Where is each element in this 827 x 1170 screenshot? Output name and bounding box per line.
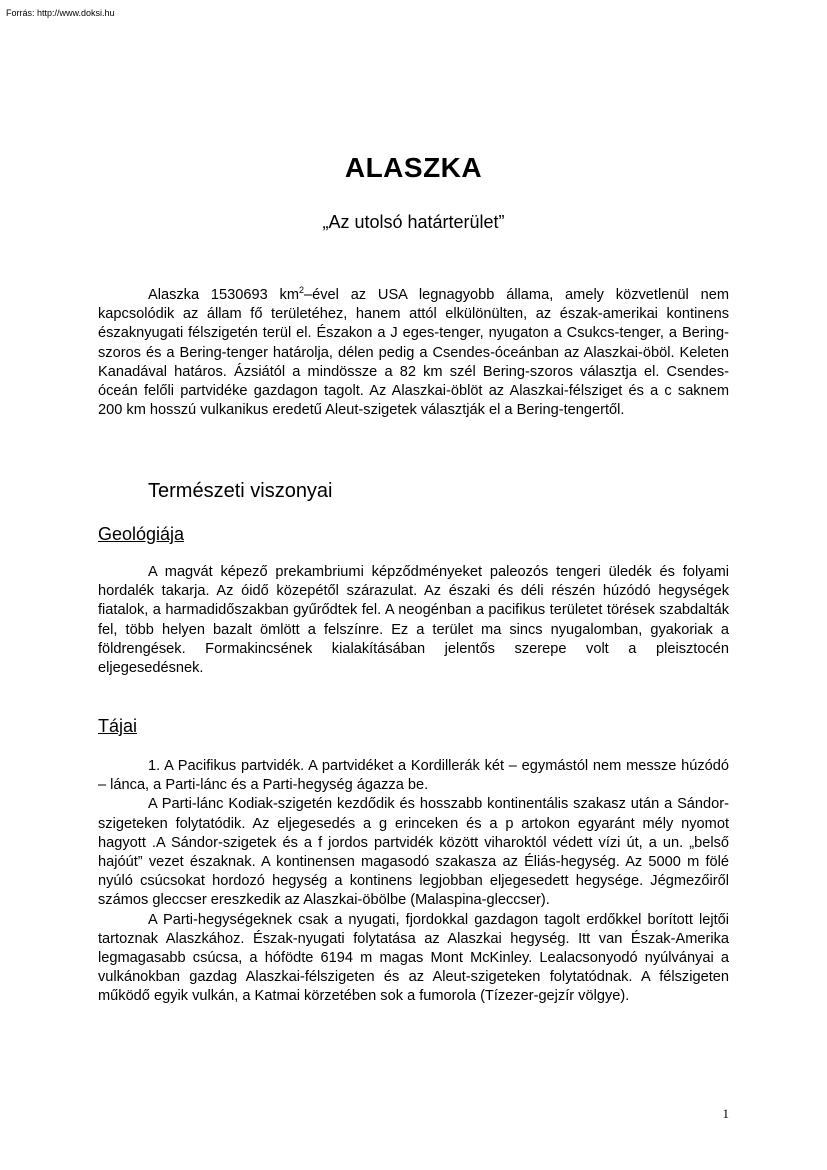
intro-superscript: 2 bbox=[298, 285, 304, 296]
landscapes-heading: Tájai bbox=[98, 716, 138, 736]
landscapes-paragraph: 1. A Pacifikus partvidék. A partvidéket a Kordillerák két – egymástól nem messze húzódó – lánca, a Parti-lánc és a Parti-hegység ágazza be. bbox=[98, 758, 729, 794]
page-number: 1 bbox=[722, 1106, 729, 1121]
document-title: ALASZKA bbox=[344, 152, 483, 183]
landscapes-paragraph-block bbox=[98, 757, 729, 1007]
intro-paragraph-block bbox=[98, 286, 729, 420]
landscapes-paragraph: A Parti-hegységeknek csak a nyugati, fjordokkal gazdagon tagolt erdőkkel borított lejtői tartoznak Alaszkához. Észak-nyugati folytatása az Alaszkai hegység. Itt van Észak-Amerika legmagasabb csúcsa, a hófödte 6194 m magas Mont McKinley. Lealacsonyodó nyúlványai a vulkánokban gazdag Alaszkai-félszigeten és az Aleut-szigeteken folytatódnak. A félszigeten működő egyik vulkán, a Katmai körzetében sok a fumorola (Tízezer-gejzír völgye). bbox=[98, 911, 729, 1005]
document-subtitle: „Az utolsó határterület” bbox=[322, 212, 505, 232]
landscapes-paragraph: A Parti-lánc Kodiak-szigetén kezdődik és hosszabb kontinentális szakasz után a Sándor-szigeteken folytatódik. Az eljegesedés a g erinceken és a p artokon egyaránt mély nyomot hagyott .A Sándor-szigetek és a f jordos partvidék között viharoktól védett vízi út, a un. „belső hajóút” vezet északnak. A kontinensen magasodó szakasza az Éliás-hegység. Az 5000 m fölé nyúló csúcsokat hordozó hegység a kontinens legjobban eljegesedett hegysége. Jégmezőiről számos gleccser ereszkedik az Alaszkai-öbölbe (Malaspina-gleccser). bbox=[98, 796, 729, 909]
geology-paragraph: A magvát képező prekambriumi képződményeket paleozós tengeri üledék és folyami hordalék takarja. Az óidő közepétől szárazulat. Az északi és déli részén húzódó hegységek fiatalok, a harmadidőszakban gyűrődtek fel. A neogénban a pacifikus területet törések szabdalták fel, több helyen bazalt ömlött a felszínre. Ez a terület ma sincs nyugalomban, gyakoriak a földrengések. Formakincsének kialakításában jelentős szerepe volt a pleisztocén eljegesedésnek. bbox=[98, 564, 729, 677]
intro-paragraph bbox=[98, 286, 729, 420]
geology-paragraph-block bbox=[98, 563, 729, 678]
section-heading: Természeti viszonyai bbox=[148, 480, 333, 502]
intro-text-start: Alaszka 1530693 km bbox=[148, 287, 299, 303]
intro-text-rest: –ével az USA legnagyobb állama, amely közvetlenül nem kapcsolódik az állam fő területéhez, hanem attól elkülönülten, az észak-amerikai kontinens északnyugati félszigetén terül el. Északon a J eges-tenger, nyugaton a Csukcs-tenger, a Bering-szoros és a Bering-tenger határolja, délen pedig a Csendes-óceánban az Alaszkai-öböl. Keleten Kanadával határos. Ázsiától a mindössze a 82 km szél Bering-szoros választja el. Csendes-óceán felőli partvidéke gazdagon tagolt. Az Alaszkai-öblöt az Alaszkai-félsziget és a c saknem 200 km hosszú vulkanikus eredetű Aleut-szigetek választják el a Bering-tengertől. bbox=[98, 287, 729, 419]
geology-heading: Geológiája bbox=[98, 524, 185, 544]
source-label: Forrás: http://www.doksi.hu bbox=[6, 8, 115, 18]
